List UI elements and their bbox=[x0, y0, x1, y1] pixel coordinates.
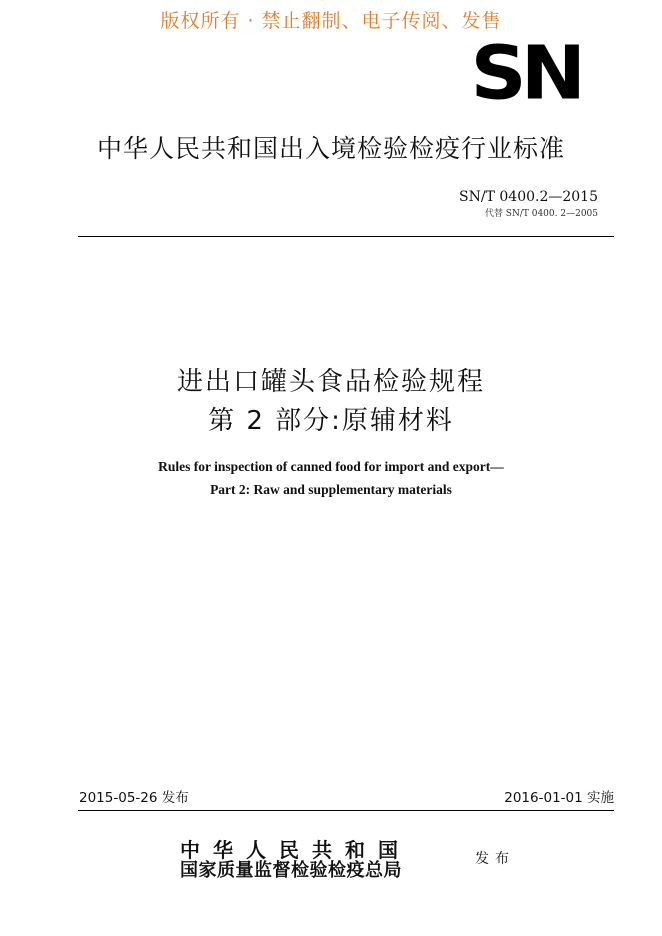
replaces-standard: 代替 SN/T 0400. 2—2005 bbox=[484, 209, 598, 219]
publisher-line2: 国家质量监督检验检疫总局 bbox=[180, 860, 402, 881]
implementation-date: 2016-01-01 实施 bbox=[504, 790, 614, 806]
issue-date: 2015-05-26 发布 bbox=[79, 790, 189, 806]
chinese-title: 进出口罐头食品检验规程 bbox=[176, 367, 485, 397]
sn-logo: SN bbox=[470, 31, 580, 117]
organization-title: 中华人民共和国出入境检验检疫行业标准 bbox=[96, 134, 565, 163]
top-divider bbox=[78, 236, 614, 237]
english-title-line2: Part 2: Raw and supplementary materials bbox=[210, 482, 452, 497]
bottom-divider bbox=[78, 810, 614, 811]
english-title-line1: Rules for inspection of canned food for import and export— bbox=[158, 459, 504, 474]
copyright-watermark: 版权所有 · 禁止翻制、电子传阅、发售 bbox=[160, 10, 502, 32]
publisher-line1: 中华人民共和国 bbox=[180, 838, 411, 862]
standard-number: SN/T 0400.2—2015 bbox=[459, 189, 598, 205]
chinese-subtitle: 第 2 部分:原辅材料 bbox=[208, 406, 454, 436]
publish-label: 发布 bbox=[475, 851, 515, 867]
